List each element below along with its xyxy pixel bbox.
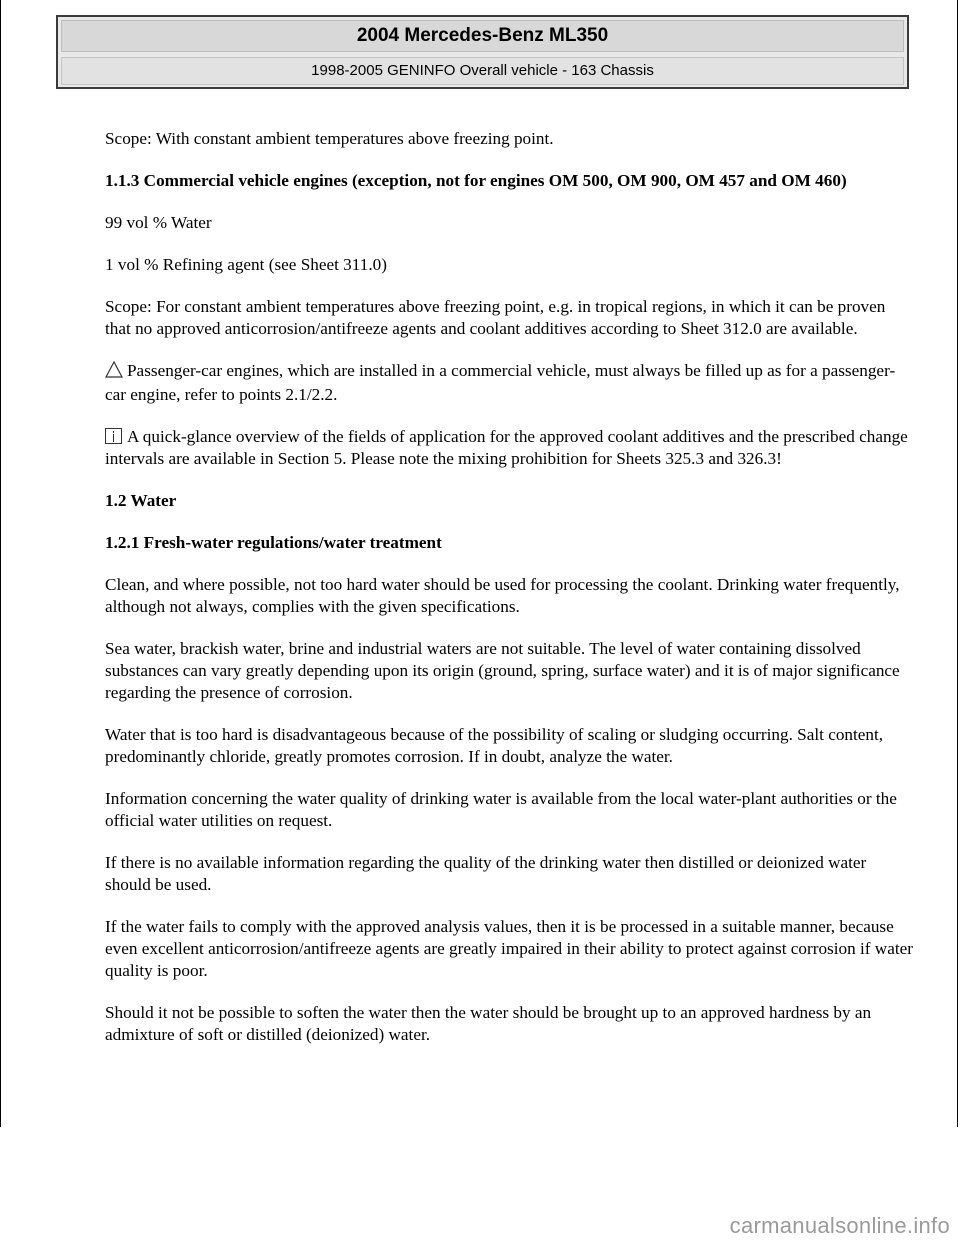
info-note-text: A quick-glance overview of the fields of application for the approved coolant additives and the prescribed change intervals are available in Section 5. Please note the mixing prohibition for Sheets 325.3 and 326.3! [105,427,908,468]
paragraph: 99 vol % Water [105,213,212,232]
warning-note-text: Passenger-car engines, which are installed in a commercial vehicle, must always be filled up as for a passenger-car engine, refer to points 2.1/2.2. [105,361,896,404]
paragraph: Should it not be possible to soften the water then the water should be brought up to an approved hardness by an admixture of soft or distilled (deionized) water. [105,1003,872,1044]
warning-note [105,360,915,406]
site-watermark: carmanualsonline.info [729,1213,950,1238]
header-title: 2004 Mercedes-Benz ML350 [61,20,904,52]
document-body [105,128,915,1066]
paragraph: If there is no available information regarding the quality of the drinking water then distilled or deionized water should be used. [105,853,867,894]
info-note [105,426,915,470]
header-subtitle: 1998-2005 GENINFO Overall vehicle - 163 Chassis [61,57,904,85]
paragraph: Scope: For constant ambient temperatures above freezing point, e.g. in tropical regions, in which it can be proven that no approved anticorrosion/antifreeze agents and coolant additives according to Sheet 312.0 are available. [105,297,886,338]
paragraph: Clean, and where possible, not too hard water should be used for processing the coolant. Drinking water frequently, although not always, complies with the given specifications. [105,575,900,616]
paragraph: 1 vol % Refining agent (see Sheet 311.0) [105,255,387,274]
paragraph: Sea water, brackish water, brine and industrial waters are not suitable. The level of water containing dissolved substances can vary greatly depending upon its origin (ground, spring, surface water) and it is of major significance regarding the presence of corrosion. [105,639,900,702]
document-header [56,15,909,89]
paragraph: If the water fails to comply with the approved analysis values, then it is be processed in a suitable manner, because even excellent anticorrosion/antifreeze agents are greatly impaired in their ability to protect against corrosion if water quality is poor. [105,917,913,980]
paragraph: Information concerning the water quality of drinking water is available from the local water-plant authorities or the official water utilities on request. [105,789,897,830]
info-icon [105,428,122,444]
warning-triangle-icon [105,361,123,384]
paragraph: Scope: With constant ambient temperatures above freezing point. [105,129,554,148]
section-heading: 1.1.3 Commercial vehicle engines (exception, not for engines OM 500, OM 900, OM 457 and OM 460) [105,171,847,190]
section-heading: 1.2 Water [105,491,177,510]
section-heading: 1.2.1 Fresh-water regulations/water treatment [105,533,442,552]
paragraph: Water that is too hard is disadvantageous because of the possibility of scaling or sludging occurring. Salt content, predominantly chloride, greatly promotes corrosion. If in doubt, analyze the water. [105,725,884,766]
